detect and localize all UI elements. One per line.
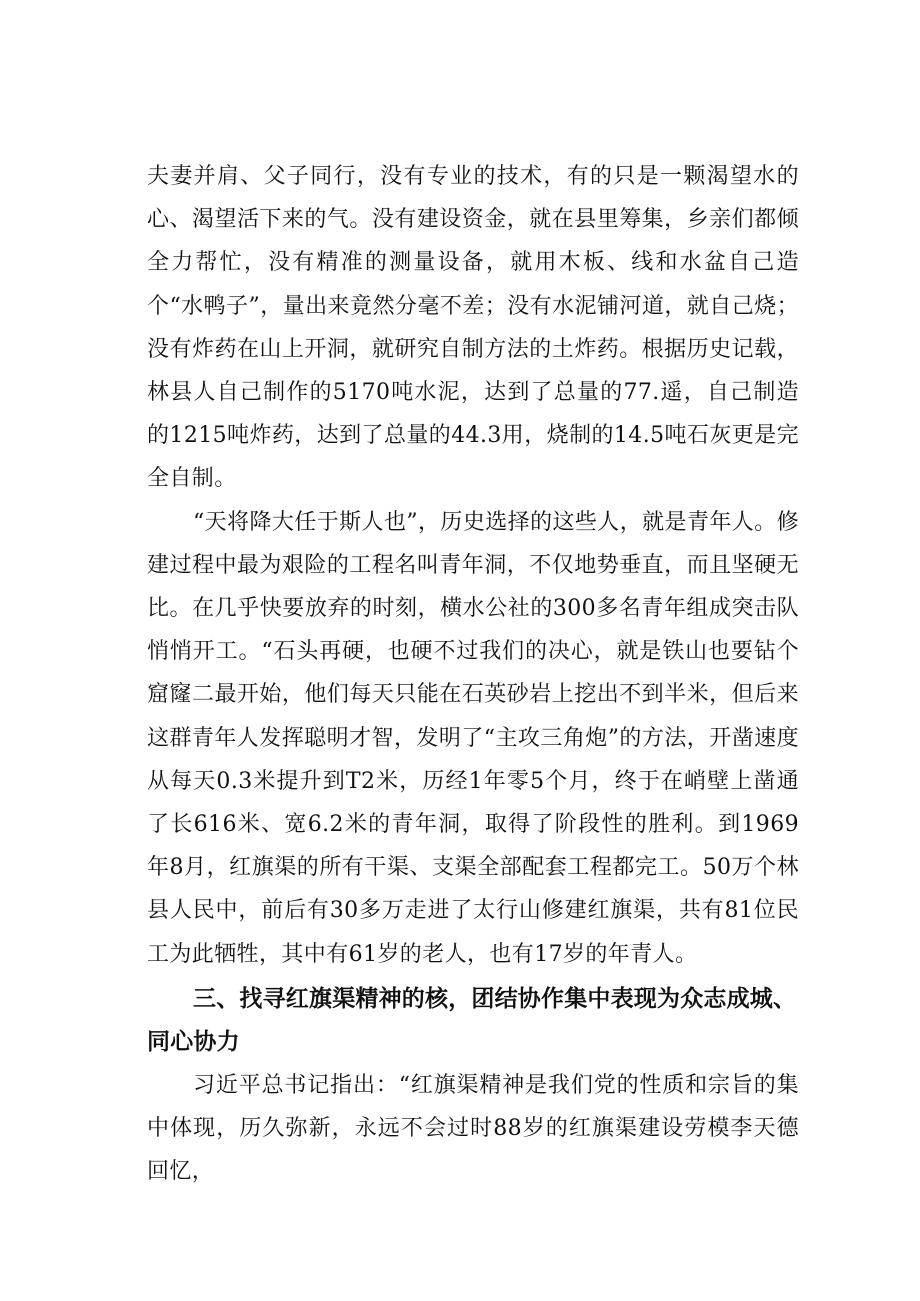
document-body bbox=[147, 155, 799, 1193]
paragraph-xi-quote: 习近平总书记指出：“红旗渠精神是我们党的性质和宗旨的集中体现，历久弥新，永远不会过时88岁的红旗渠建设劳模李天德回忆， bbox=[147, 1072, 799, 1185]
paragraph-construction-self-reliance: 夫妻并肩、父子同行，没有专业的技术，有的只是一颗渴望水的心、渴望活下来的气。没有建设资金，就在县里筹集，乡亲们都倾全力帮忙，没有精准的测量设备，就用木板、线和水盆自己造个“水鸭子”，量出来竟然分毫不差；没有水泥铺河道，就自己烧；没有炸药在山上开洞，就研究自制方法的土炸药。根据历史记载，林县人自己制作的5170吨水泥，达到了总量的77.遥，自己制造的1215吨炸药，达到了总量的44.3用，烧制的14.5吨石灰更是完全自制。 bbox=[147, 164, 799, 492]
paragraph-youth-tunnel: “天将降大任于斯人也”，历史选择的这些人，就是青年人。修建过程中最为艰险的工程名叫青年洞，不仅地势垂直，而且坚硬无比。在几乎快要放弃的时刻，横水公社的300多名青年组成突击队悄悄开工。“石头再硬，也硬不过我们的决心，就是铁山也要钻个窟窿二最开始，他们每天只能在石英砂岩上挖出不到半米，但后来这群青年人发挥聪明才智，发明了“主攻三角炮”的方法，开凿速度从每天0.3米提升到T2米，历经1年零5个月，终于在峭壁上凿通了长616米、宽6.2米的青年洞，取得了阶段性的胜利。到1969年8月，红旗渠的所有干渠、支渠全部配套工程都完工。50万个林县人民中，前后有30多万走进了太行山修建红旗渠，共有81位民工为此牺牲，其中有61岁的老人，也有17岁的年青人。 bbox=[147, 509, 799, 967]
section-heading: 三、找寻红旗渠精神的核，团结协作集中表现为众志成城、同心协力 bbox=[147, 985, 797, 1055]
